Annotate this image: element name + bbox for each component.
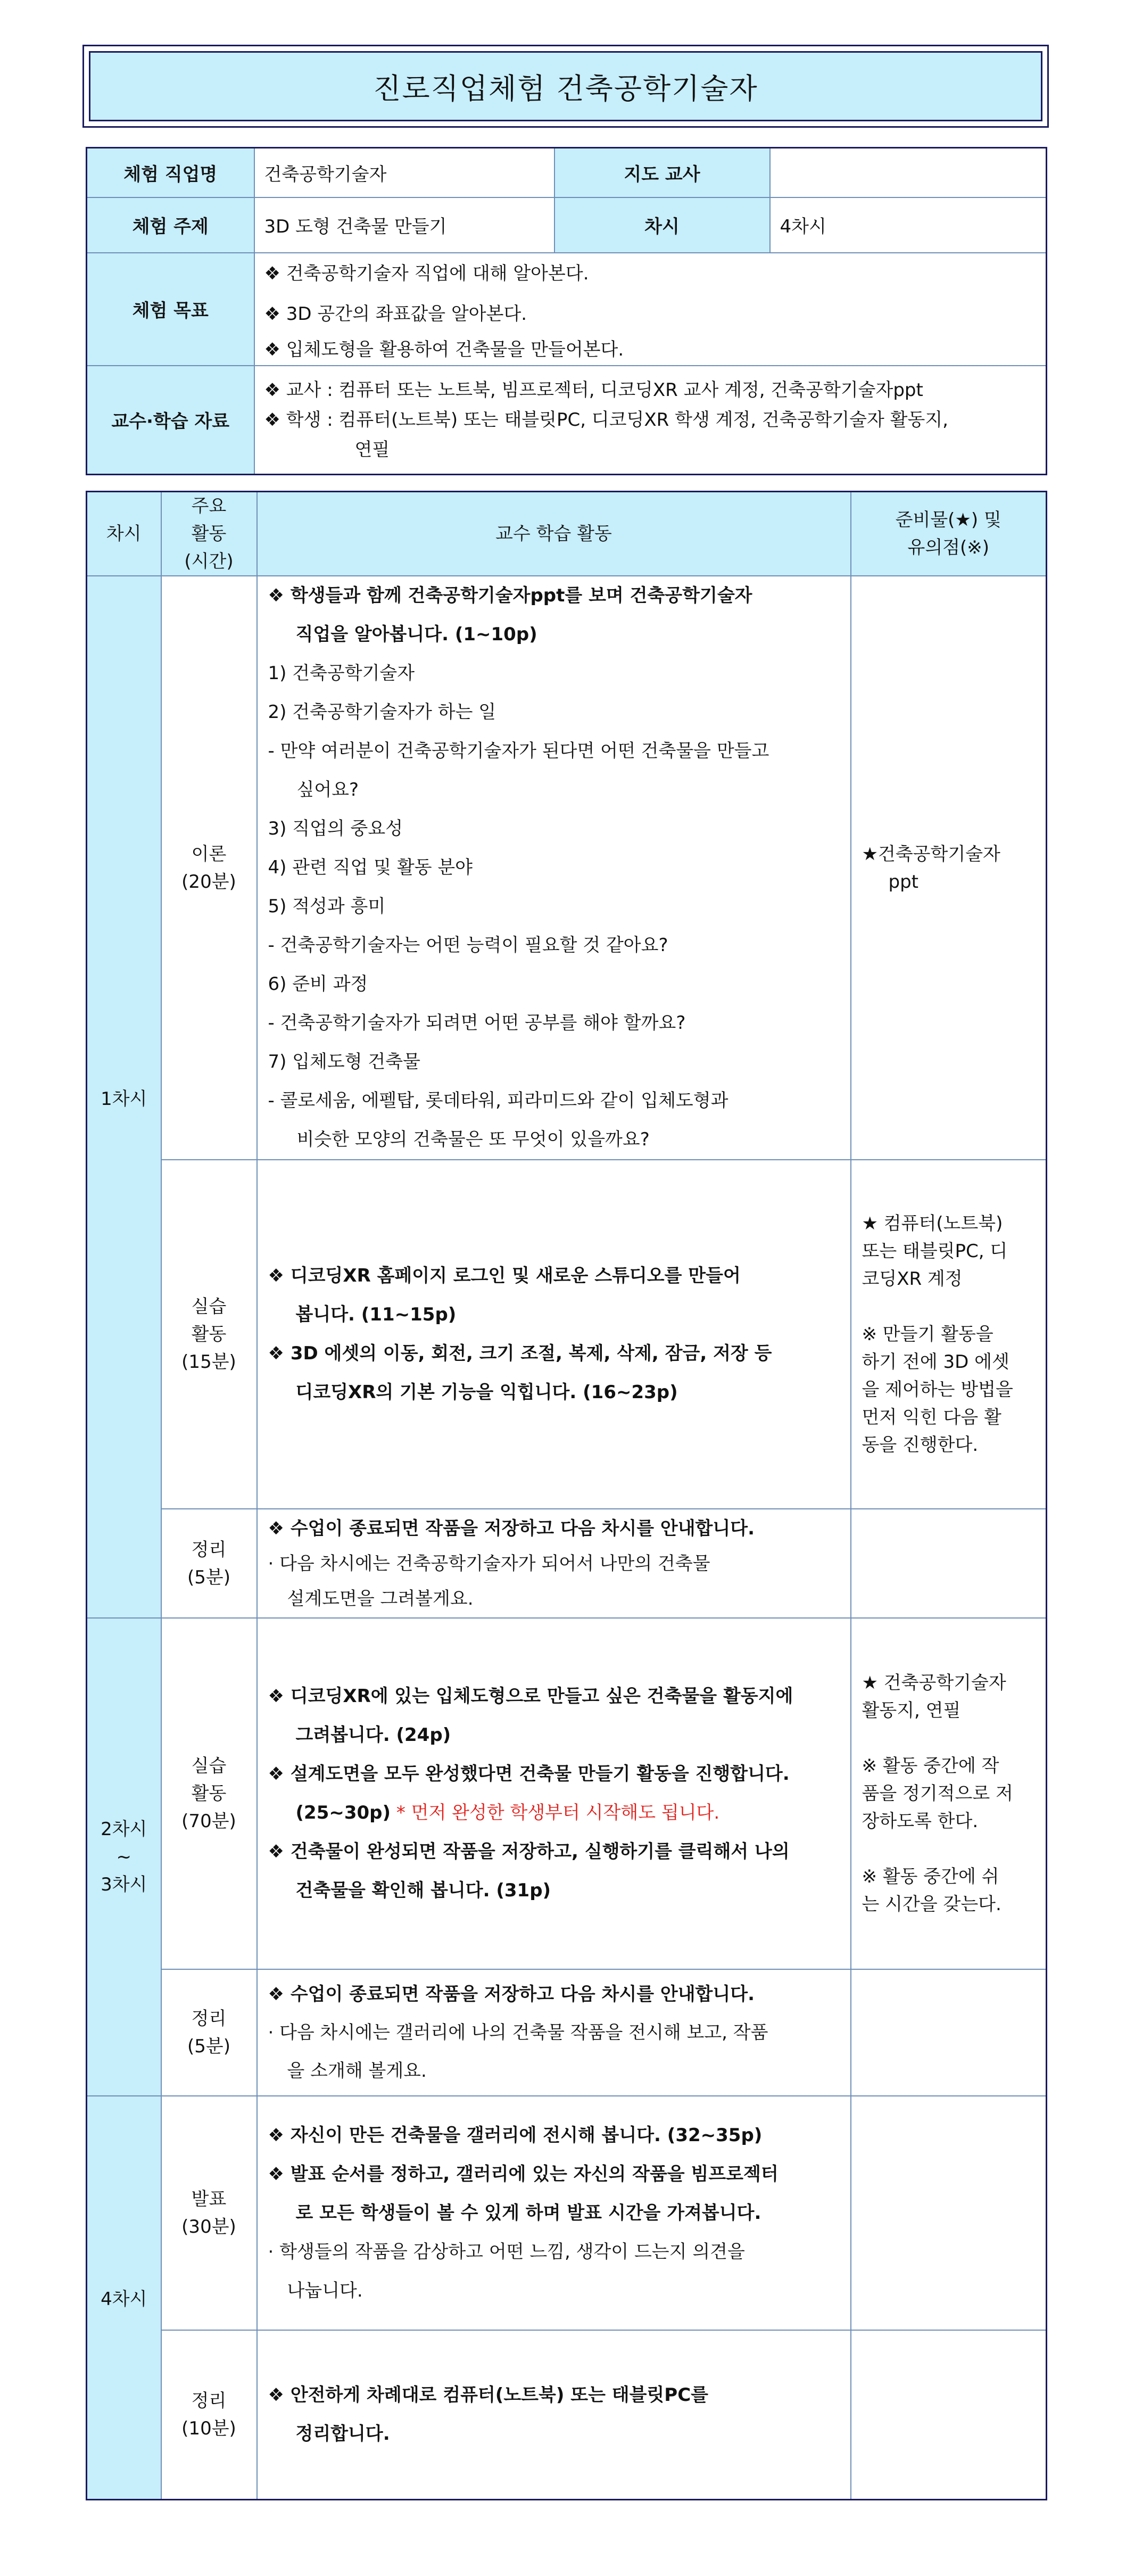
- practice-content: [257, 1618, 851, 1969]
- list-item: (25~30p) * 먼저 완성한 학생부터 시작해도 됩니다.: [295, 1802, 720, 1823]
- list-item: ❖ 디코딩XR 홈페이지 로그인 및 새로운 스튜디오를 만들어: [268, 1265, 741, 1286]
- list-item: 을 소개해 볼게요.: [287, 2060, 427, 2082]
- list-item: · 다음 차시에는 건축공학기술자가 되어서 나만의 건축물: [268, 1553, 710, 1574]
- table-row: [87, 1509, 1047, 1618]
- session-4-label: 4차시: [87, 2096, 161, 2499]
- wrap-prep: [851, 2330, 1047, 2499]
- header-row: [87, 492, 1047, 576]
- list-item: · 다음 차시에는 갤러리에 나의 건축물 작품을 전시해 보고, 작품: [268, 2022, 768, 2043]
- goal-item: ❖ 건축공학기술자 직업에 대해 알아본다.: [264, 262, 589, 284]
- table-row: [87, 1618, 1047, 1969]
- list-item: 그려봅니다. (24p): [295, 1724, 451, 1746]
- list-item: 봅니다. (11~15p): [295, 1304, 457, 1325]
- present-content: [257, 2096, 851, 2330]
- teacher-value: [770, 148, 1047, 197]
- header-process: 교수 학습 활동: [257, 492, 851, 576]
- list-item: - 콜로세움, 에펠탑, 롯데타워, 피라미드와 같이 입체도형과: [268, 1090, 728, 1111]
- activity-theory: 이론 (20분): [161, 576, 257, 1160]
- list-item: 설계도면을 그려볼게요.: [287, 1588, 474, 1609]
- goal-label: 체험 목표: [87, 253, 254, 366]
- title-frame: [82, 45, 1049, 128]
- list-item: ❖ 학생들과 함께 건축공학기술자ppt를 보며 건축공학기술자: [268, 585, 752, 606]
- list-item: ❖ 수업이 종료되면 작품을 저장하고 다음 차시를 안내합니다.: [268, 1517, 755, 1539]
- list-item: 4) 관련 직업 및 활동 분야: [268, 857, 473, 878]
- list-item: - 건축공학기술자는 어떤 능력이 필요할 것 같아요?: [268, 935, 668, 956]
- list-item: 디코딩XR의 기본 기능을 익힙니다. (16~23p): [295, 1382, 678, 1403]
- materials-item: 연필: [354, 439, 390, 460]
- list-item: 나눕니다.: [287, 2280, 363, 2301]
- table-row: [87, 2096, 1047, 2330]
- list-item: 6) 준비 과정: [268, 973, 368, 995]
- list-item: - 건축공학기술자가 되려면 어떤 공부를 해야 할까요?: [268, 1012, 686, 1034]
- job-label: 체험 직업명: [87, 148, 254, 197]
- lesson-table: [86, 491, 1047, 2500]
- list-item: 3) 직업의 중요성: [268, 818, 403, 839]
- list-item: 직업을 알아봅니다. (1~10p): [295, 624, 537, 645]
- activity-present: 발표 (30분): [161, 2096, 257, 2330]
- list-item: · 학생들의 작품을 감상하고 어떤 느낌, 생각이 드는지 의견을: [268, 2241, 745, 2263]
- red-note: * 먼저 완성한 학생부터 시작해도 됩니다.: [391, 1802, 720, 1823]
- present-prep: [851, 2096, 1047, 2330]
- list-item: - 만약 여러분이 건축공학기술자가 된다면 어떤 건축물을 만들고: [268, 740, 769, 762]
- list-item: 정리합니다.: [295, 2423, 390, 2445]
- list-item: ❖ 발표 순서를 정하고, 갤러리에 있는 자신의 작품을 빔프로젝터: [268, 2163, 779, 2185]
- goal-list: [254, 253, 1047, 366]
- list-item: 7) 입체도형 건축물: [268, 1051, 420, 1072]
- wrap-content: [257, 1969, 851, 2096]
- wrap-prep: [851, 1969, 1047, 2096]
- practice-prep: ★ 건축공학기술자 활동지, 연필 ※ 활동 중간에 작 품을 정기적으로 저 장하도록 한다. ※ 활동 중간에 쉬 는 시간을 갖는다.: [851, 1618, 1047, 1969]
- wrap-content: [257, 2330, 851, 2499]
- table-row: [87, 2330, 1047, 2499]
- goal-item: ❖ 입체도형을 활용하여 건축물을 만들어본다.: [264, 338, 624, 360]
- list-item: ❖ 설계도면을 모두 완성했다면 건축물 만들기 활동을 진행합니다.: [268, 1763, 790, 1785]
- activity-practice: 실습 활동 (70분): [161, 1618, 257, 1969]
- list-item: ❖ 3D 에셋의 이동, 회전, 크기 조절, 복제, 삭제, 잠금, 저장 등: [268, 1343, 772, 1364]
- info-table: [86, 147, 1047, 475]
- list-item: 1) 건축공학기술자: [268, 663, 415, 684]
- list-item: 싶어요?: [296, 779, 359, 800]
- theme-label: 체험 주제: [87, 197, 254, 253]
- list-item: 건축물을 확인해 봅니다. (31p): [295, 1880, 551, 1901]
- job-value: 건축공학기술자: [254, 148, 554, 197]
- list-item: ❖ 안전하게 차례대로 컴퓨터(노트북) 또는 태블릿PC를: [268, 2384, 708, 2406]
- list-item: 로 모든 학생들이 볼 수 있게 하며 발표 시간을 가져봅니다.: [295, 2202, 761, 2224]
- session-1-label: 1차시: [87, 576, 161, 1618]
- goal-item: ❖ 3D 공간의 좌표값을 알아본다.: [264, 303, 527, 325]
- list-item: ❖ 수업이 종료되면 작품을 저장하고 다음 차시를 안내합니다.: [268, 1984, 755, 2005]
- theory-prep: ★건축공학기술자 ppt: [851, 576, 1047, 1160]
- header-activity: 주요 활동 (시간): [161, 492, 257, 576]
- list-item: 비슷한 모양의 건축물은 또 무엇이 있을까요?: [296, 1129, 650, 1150]
- activity-wrap: 정리 (10분): [161, 2330, 257, 2499]
- session-2-3-label: 2차시 ~ 3차시: [87, 1618, 161, 2096]
- materials-item: ❖ 교사 : 컴퓨터 또는 노트북, 빔프로젝터, 디코딩XR 교사 계정, 건축공학기술자ppt: [264, 379, 923, 401]
- page-title: 진로직업체험 건축공학기술자: [89, 51, 1042, 121]
- list-item: 2) 건축공학기술자가 하는 일: [268, 701, 496, 723]
- header-prep: 준비물(★) 및 유의점(※): [851, 492, 1047, 576]
- materials-list: [254, 366, 1047, 475]
- list-item: 5) 적성과 흥미: [268, 896, 386, 917]
- table-row: [87, 1160, 1047, 1509]
- theme-value: 3D 도형 건축물 만들기: [254, 197, 554, 253]
- session-label: 차시: [554, 197, 770, 253]
- teacher-label: 지도 교사: [554, 148, 770, 197]
- materials-label: 교수·학습 자료: [87, 366, 254, 475]
- session-value: 4차시: [770, 197, 1047, 253]
- header-session: 차시: [87, 492, 161, 576]
- theory-content: [257, 576, 851, 1160]
- activity-practice: 실습 활동 (15분): [161, 1160, 257, 1509]
- wrap-prep: [851, 1509, 1047, 1618]
- practice-content: [257, 1160, 851, 1509]
- table-row: [87, 576, 1047, 1160]
- practice-prep: ★ 컴퓨터(노트북) 또는 태블릿PC, 디 코딩XR 계정 ※ 만들기 활동을 하기 전에 3D 에셋 을 제어하는 방법을 먼저 익힌 다음 활 동을 진행한다.: [851, 1160, 1047, 1509]
- activity-wrap: 정리 (5분): [161, 1969, 257, 2096]
- table-row: [87, 1969, 1047, 2096]
- list-item: ❖ 자신이 만든 건축물을 갤러리에 전시해 봅니다. (32~35p): [268, 2124, 763, 2146]
- list-item: ❖ 디코딩XR에 있는 입체도형으로 만들고 싶은 건축물을 활동지에: [268, 1686, 793, 1707]
- wrap-content: [257, 1509, 851, 1618]
- list-item: ❖ 건축물이 완성되면 작품을 저장하고, 실행하기를 클릭해서 나의: [268, 1841, 790, 1862]
- materials-item: ❖ 학생 : 컴퓨터(노트북) 또는 태블릿PC, 디코딩XR 학생 계정, 건축공학기술자 활동지,: [264, 409, 948, 431]
- activity-wrap: 정리 (5분): [161, 1509, 257, 1618]
